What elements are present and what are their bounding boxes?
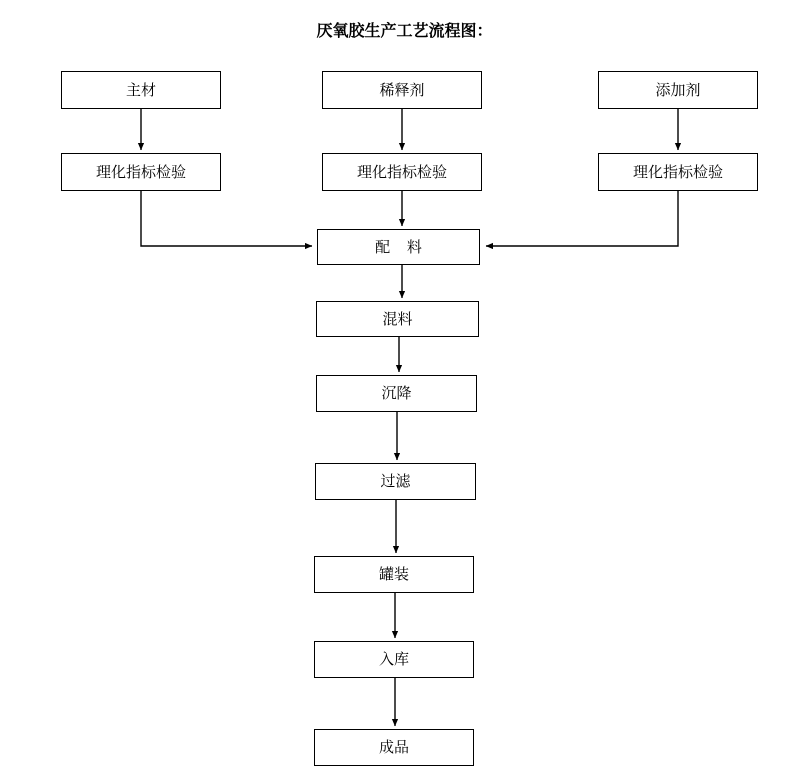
connector-test-main-to-batching: [141, 191, 312, 246]
node-main-material[interactable]: [61, 71, 221, 109]
node-label: 沉降: [381, 384, 412, 402]
node-label: 主材: [125, 80, 156, 99]
node-test-additive[interactable]: [598, 153, 758, 191]
node-settling[interactable]: [316, 375, 477, 412]
page-title: 厌氧胶生产工艺流程图：: [316, 21, 493, 40]
node-test-main-material[interactable]: [61, 153, 221, 191]
node-canning[interactable]: [314, 556, 474, 593]
node-filtering[interactable]: [315, 463, 476, 500]
node-label: 配 料: [375, 237, 428, 256]
node-batching[interactable]: [317, 229, 480, 265]
connector-test-additive-to-batching: [486, 191, 678, 246]
node-label: 罐装: [378, 565, 409, 583]
node-label: 理化指标检验: [632, 162, 723, 181]
node-label: 理化指标检验: [95, 162, 186, 181]
node-label: 混料: [382, 309, 413, 328]
node-diluent[interactable]: [322, 71, 482, 109]
node-finished-product[interactable]: [314, 729, 474, 766]
node-label: 添加剂: [655, 80, 701, 99]
node-label: 过滤: [380, 472, 411, 490]
node-test-diluent[interactable]: [322, 153, 482, 191]
node-label: 成品: [378, 738, 409, 756]
node-label: 稀释剂: [379, 80, 425, 99]
node-additive[interactable]: [598, 71, 758, 109]
node-warehousing[interactable]: [314, 641, 474, 678]
node-mixing[interactable]: [316, 301, 479, 337]
node-label: 理化指标检验: [356, 162, 447, 181]
node-label: 入库: [378, 650, 409, 668]
